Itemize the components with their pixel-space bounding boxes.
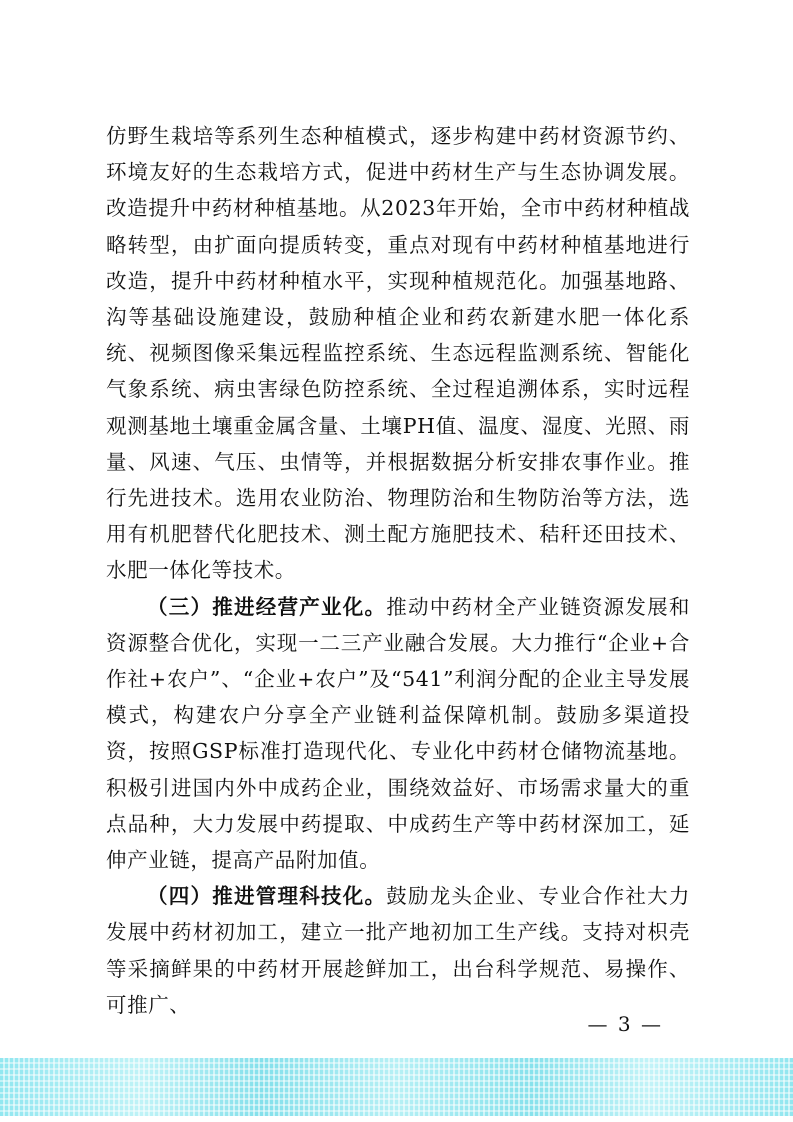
document-body [106, 118, 690, 1023]
paragraph-section-3 [106, 589, 690, 879]
section-heading-4: （四）推进管理科技化。 [147, 884, 387, 909]
paragraph-continuation [106, 118, 690, 589]
paragraph-text: 鼓励龙头企业、专业合作社大力发展中药材初加工，建立一批产地初加工生产线。支持对枳壳等采摘鲜果的中药材开展趁鲜加工，出台科学规范、易操作、可推广、 [106, 884, 690, 1017]
paragraph-section-4 [106, 878, 690, 1023]
section-heading-3: （三）推进经营产业化。 [147, 594, 387, 619]
paragraph-text: 推动中药材全产业链资源发展和资源整合优化，实现一二三产业融合发展。大力推行“企业+合作社+农户”、“企业+农户”及“541”利润分配的企业主导发展模式，构建农户分享全产业链利益保障机制。鼓励多渠道投资，按照GSP标准打造现代化、专业化中药材仓储物流基地。积极引进国内外中成药企业，围绕效益好、市场需求量大的重点品种，大力发展中药提取、中成药生产等中药材深加工，延伸产业链，提高产品附加值。 [106, 594, 690, 873]
paragraph-text: 仿野生栽培等系列生态种植模式，逐步构建中药材资源节约、环境友好的生态栽培方式，促进中药材生产与生态协调发展。改造提升中药材种植基地。从2023年开始，全市中药材种植战略转型，由扩面向提质转变，重点对现有中药材种植基地进行改造，提升中药材种植水平，实现种植规范化。加强基地路、沟等基础设施建设，鼓励种植企业和药农新建水肥一体化系统、视频图像采集远程监控系统、生态远程监测系统、智能化气象系统、病虫害绿色防控系统、全过程追溯体系，实时远程观测基地土壤重金属含量、土壤PH值、温度、湿度、光照、雨量、风速、气压、虫情等，并根据数据分析安排农事作业。推行先进技术。选用农业防治、物理防治和生物防治等方法，选用有机肥替代化肥技术、测土配方施肥技术、秸秆还田技术、水肥一体化等技术。 [106, 124, 690, 583]
page-number: — 3 — [587, 1012, 663, 1036]
scan-edge-band [0, 1058, 793, 1116]
